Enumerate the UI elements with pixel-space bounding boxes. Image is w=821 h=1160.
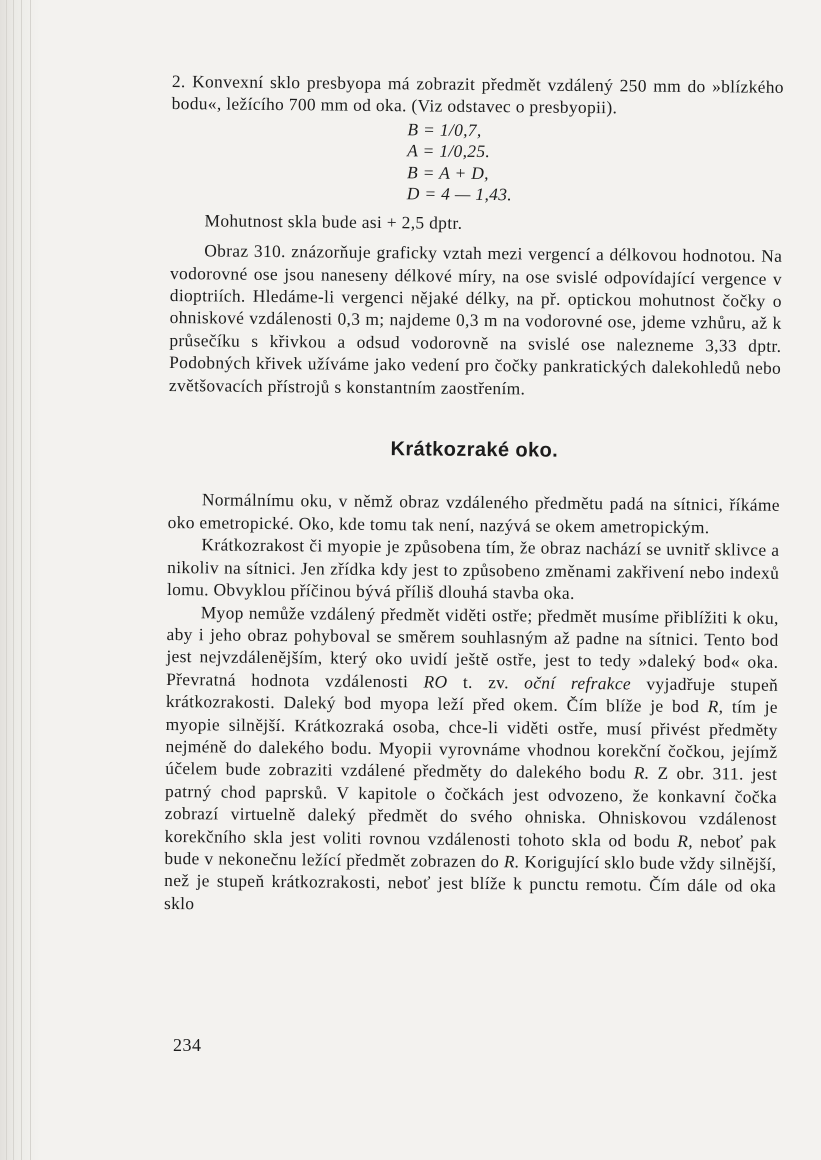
page-number: 234 <box>173 1035 202 1055</box>
section-title: Krátkozraké oko. <box>390 438 559 462</box>
paragraph-emetropia: Normálnímu oku, v němž obraz vzdáleného předmětu padá na sítnici, říkáme oko emetropické. Oko, kde tomu tak není, nazývá se okem ametropickým. <box>167 489 780 538</box>
power-result-line: Mohutnost skla bude asi + 2,5 dptr. <box>204 210 463 233</box>
symbol-r: R. <box>633 762 650 783</box>
formula-line: A = 1/0,25. <box>407 140 491 162</box>
formula-line: B = 1/0,7, <box>407 119 482 140</box>
paragraph-myopia-cause: Krátkozrakost či myopie je způsobena tím, že obraz nachází se uvnitř sklivce a nikoliv na sítnici. Jen zřídka kdy jest to způsobeno změnami zakřivení nebo indexů lomu. Obvyklou příčinou bývá příliš dlouhá stavba oka. <box>166 534 780 603</box>
symbol-r: R. <box>503 851 520 872</box>
text-run: Korigující sklo bude vždy silnější, než je stupeň krátkozrakosti, neboť jest blíže k punctu remotu. Čím dále od oka sklo <box>163 851 777 914</box>
formula-block <box>407 119 784 209</box>
text-run: Z obr. 311. jest patrný chod paprsků. V kapitole o čočkách jest odvozeno, že konkavní čočka zobrazí virtuelně daleký předmět do svého ohniska. Ohniskovou vzdálenost korekčního skla jest voliti rovnou vzdálenosti tohoto skla od bodu <box>164 763 778 851</box>
text-run: Myop nemůže vzdálený předmět viděti ostře; předmět musíme přiblížiti k oku, aby i jeho obraz pohyboval se směrem souhlasným až padne na sítnici. Tento bod jest nejvzdálenějším, který oko uvidí ještě ostře, jest to tedy »daleký bod« oka. Převratná hodnota vzdálenosti <box>166 601 779 692</box>
term-ocular-refraction: oční refrakce <box>524 672 632 694</box>
text-run: vyjadřuje stupeň krátkozrakosti. Daleký bod myopa leží před okem. Čím blíže je bod <box>165 673 779 717</box>
text-run: neboť pak bude v nekonečnu ležící předmět zobrazen do <box>164 830 777 872</box>
paragraph-far-point <box>164 600 779 920</box>
text-run: t. zv. <box>462 671 509 692</box>
symbol-r: R, <box>707 696 724 717</box>
item-2-paragraph: 2. Konvexní sklo presbyopa má zobrazit předmět vzdálený 250 mm do »blízkého bodu«, ležícího 700 mm od oka. (Viz odstavec o presbyopii). <box>171 70 784 118</box>
text-run: tím je myopie silnější. Krátkozraká osoba, chce-li viděti ostře, musí přivést předměty nejméně do dalekého bodu. Myopii vyrovnáme vhodnou korekční čočkou, jejímž účelem bude zobraziti vzdálené předměty do dalekého bodu <box>165 696 779 783</box>
figure-310-paragraph: Obraz 310. znázorňuje graficky vztah mezi vergencí a délkovou hodnotou. Na vodorovné ose jsou naneseny délkové míry, na ose svislé odpovídající vergence v dioptriích. Hledáme-li vergenci nějaké délky, na př. optickou mohutnost čočky o ohniskové vzdálenosti 0,3 m; najdeme 0,3 m na vodorovné ose, jdeme vzhůru, až k průsečíku s křivkou a odsud vodorovně na svislé ose nalezneme 3,33 dptr. Podobných křivek užíváme jako vedení pro čočky pankratických dalekohledů nebo zvětšovacích přístrojů s konstantním zaostřením. <box>168 240 783 399</box>
symbol-ro: RO <box>423 671 448 692</box>
page-content <box>164 70 784 920</box>
book-page-edge <box>0 0 40 1160</box>
symbol-r: R, <box>677 830 694 851</box>
formula-line: B = A + D, <box>406 162 490 183</box>
formula-line: D = 4 — 1,43. <box>406 183 513 205</box>
